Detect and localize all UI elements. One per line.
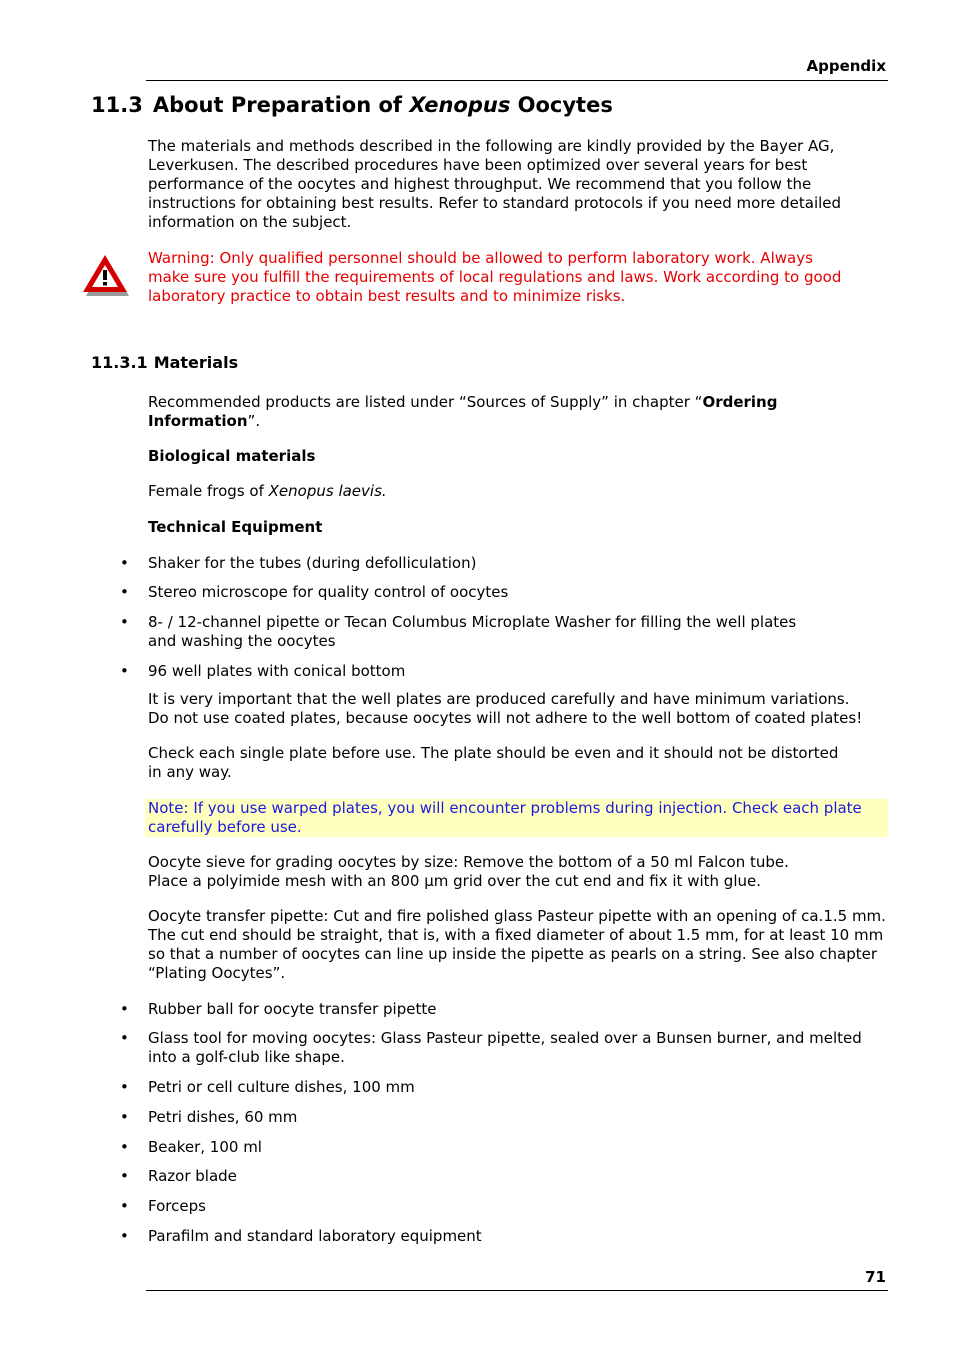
- bullet: •: [120, 1078, 129, 1096]
- bullet: •: [120, 1138, 129, 1156]
- text-line: 96 well plates with conical bottom: [148, 662, 406, 680]
- list-item: [148, 1029, 888, 1067]
- text-line: performance of the oocytes and highest throughput. We recommend that you follow the: [148, 175, 812, 193]
- text-line: Beaker, 100 ml: [148, 1138, 262, 1156]
- warning-triangle-icon: [80, 252, 130, 298]
- recommended-paragraph: [148, 393, 848, 431]
- list-item: [148, 1227, 888, 1246]
- text-span: ”.: [247, 412, 261, 430]
- text-line: into a golf-club like shape.: [148, 1048, 345, 1066]
- bullet: •: [120, 662, 129, 680]
- text-line: so that a number of oocytes can line up inside the pipette as pearls on a string. See also chapter: [148, 945, 878, 963]
- text-line: Warning: Only qualified personnel should be allowed to perform laboratory work. Always: [148, 249, 813, 267]
- text-line: Place a polyimide mesh with an 800 µm grid over the cut end and fix it with glue.: [148, 872, 761, 890]
- text-line: make sure you fulfill the requirements of local regulations and laws. Work according to good: [148, 268, 842, 286]
- biological-heading: Biological materials: [148, 447, 316, 465]
- sieve-paragraph: [148, 853, 888, 891]
- plates-paragraph: [148, 690, 888, 728]
- bullet: •: [120, 1197, 129, 1215]
- chapter-reference: Ordering: [702, 393, 778, 411]
- section-title-part: About Preparation of: [152, 93, 410, 117]
- bullet: •: [120, 583, 129, 601]
- text-line: Oocyte sieve for grading oocytes by size: Remove the bottom of a 50 ml Falcon tube.: [148, 853, 789, 871]
- subsection-title: Materials: [153, 353, 239, 372]
- subsection-number: 11.3.1: [91, 353, 148, 372]
- list-item: [148, 1000, 888, 1019]
- running-header: Appendix: [806, 57, 886, 75]
- note-paragraph: [148, 799, 883, 837]
- section-title-italic: Xenopus: [409, 93, 511, 117]
- chapter-reference: Information: [148, 412, 248, 430]
- text-line: Forceps: [148, 1197, 206, 1215]
- section-number: 11.3: [91, 93, 143, 117]
- text-line: Stereo microscope for quality control of oocytes: [148, 583, 509, 601]
- text-line: “Plating Oocytes”.: [148, 964, 286, 982]
- text-line: Do not use coated plates, because oocytes will not adhere to the well bottom of coated plates!: [148, 709, 863, 727]
- text-line: information on the subject.: [148, 213, 352, 231]
- species-name: Xenopus laevis.: [268, 482, 387, 500]
- text-line: Glass tool for moving oocytes: Glass Pasteur pipette, sealed over a Bunsen burner, and melted: [148, 1029, 862, 1047]
- text-span: Female frogs of: [148, 482, 269, 500]
- bullet: •: [120, 613, 129, 631]
- page-number: 71: [865, 1268, 886, 1286]
- text-line: Check each single plate before use. The plate should be even and it should not be distorted: [148, 744, 839, 762]
- plates-paragraph: [148, 744, 888, 782]
- text-line: It is very important that the well plates are produced carefully and have minimum variations.: [148, 690, 850, 708]
- text-line: Oocyte transfer pipette: Cut and fire polished glass Pasteur pipette with an opening of ca.1.5 mm.: [148, 907, 886, 925]
- text-span: Recommended products are listed under “Sources of Supply” in chapter “: [148, 393, 703, 411]
- list-item: [148, 1108, 888, 1127]
- text-line: laboratory practice to obtain best results and to minimize risks.: [148, 287, 626, 305]
- text-line: carefully before use.: [148, 818, 302, 836]
- list-item: [148, 613, 888, 651]
- list-item: [148, 1197, 888, 1216]
- technical-heading: Technical Equipment: [148, 518, 323, 536]
- bullet: •: [120, 1167, 129, 1185]
- header-rule: [146, 80, 888, 81]
- text-line: Note: If you use warped plates, you will encounter problems during injection. Check each plate: [148, 799, 862, 817]
- text-line: Parafilm and standard laboratory equipment: [148, 1227, 482, 1245]
- text-line: Leverkusen. The described procedures have been optimized over several years for best: [148, 156, 808, 174]
- bullet: •: [120, 1000, 129, 1018]
- list-item: [148, 554, 888, 573]
- list-item: [148, 583, 888, 602]
- text-line: Petri dishes, 60 mm: [148, 1108, 298, 1126]
- subsection-heading: [91, 353, 238, 372]
- section-heading: [91, 90, 613, 120]
- list-item: [148, 662, 888, 681]
- text-line: in any way.: [148, 763, 232, 781]
- text-line: Shaker for the tubes (during defolliculation): [148, 554, 477, 572]
- text-line: Petri or cell culture dishes, 100 mm: [148, 1078, 415, 1096]
- text-line: Rubber ball for oocyte transfer pipette: [148, 1000, 437, 1018]
- text-line: The materials and methods described in the following are kindly provided by the Bayer AG,: [148, 137, 835, 155]
- section-title-part: Oocytes: [510, 93, 613, 117]
- text-line: instructions for obtaining best results. Refer to standard protocols if you need more detailed: [148, 194, 842, 212]
- warning-paragraph: [148, 249, 868, 306]
- list-item: [148, 1167, 888, 1186]
- bullet: •: [120, 1108, 129, 1126]
- text-line: 8- / 12-channel pipette or Tecan Columbus Microplate Washer for filling the well plates: [148, 613, 797, 631]
- bullet: •: [120, 1227, 129, 1245]
- bullet: •: [120, 1029, 129, 1047]
- list-item: [148, 1078, 888, 1097]
- text-line: Razor blade: [148, 1167, 237, 1185]
- text-line: The cut end should be straight, that is, with a fixed diameter of about 1.5 mm, for at least 10 mm: [148, 926, 884, 944]
- text-line: and washing the oocytes: [148, 632, 336, 650]
- footer-rule: [146, 1290, 888, 1291]
- pipette-paragraph: [148, 907, 888, 983]
- bullet: •: [120, 554, 129, 572]
- biological-text: [148, 482, 888, 501]
- intro-paragraph: [148, 137, 888, 232]
- list-item: [148, 1138, 888, 1157]
